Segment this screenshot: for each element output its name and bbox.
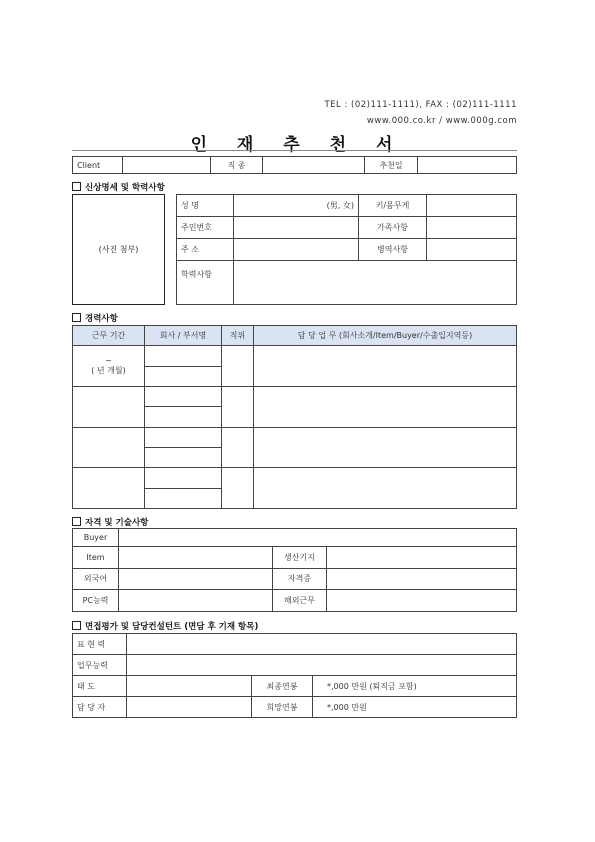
certificate-label: 자격증 bbox=[273, 568, 327, 590]
career-col-company: 회사 / 부서명 bbox=[145, 326, 222, 346]
resident-no-field[interactable] bbox=[234, 217, 359, 239]
document-title: 인 재 추 천 서 bbox=[190, 135, 405, 155]
education-label: 학력사항 bbox=[177, 261, 234, 305]
career-section-heading: 경력사항 bbox=[72, 312, 118, 324]
gender-field[interactable]: (男, 女) bbox=[234, 195, 359, 217]
buyer-field[interactable] bbox=[119, 529, 517, 547]
career-department-cell[interactable] bbox=[145, 366, 222, 386]
career-company-cell[interactable] bbox=[145, 427, 222, 447]
career-position-cell[interactable] bbox=[222, 386, 254, 427]
client-table bbox=[72, 156, 517, 174]
skills-section-heading: 자격 및 기술사항 bbox=[72, 516, 148, 528]
ability-field[interactable] bbox=[127, 655, 517, 676]
consultant-label: 담 당 자 bbox=[73, 697, 127, 718]
consultant-field[interactable] bbox=[127, 697, 252, 718]
career-duties-cell[interactable] bbox=[254, 386, 517, 427]
career-company-cell[interactable] bbox=[145, 386, 222, 406]
job-label: 직 종 bbox=[211, 157, 263, 174]
education-field[interactable] bbox=[234, 261, 517, 305]
career-position-cell[interactable] bbox=[222, 346, 254, 387]
item-field[interactable] bbox=[119, 547, 273, 569]
buyer-label: Buyer bbox=[73, 529, 119, 547]
career-col-duties: 담 당 업 무 (회사소개/Item/Buyer/수출입지역등) bbox=[254, 326, 517, 346]
career-department-cell[interactable] bbox=[145, 488, 222, 508]
desired-salary-label: 희망연봉 bbox=[252, 697, 313, 718]
expression-field[interactable] bbox=[127, 634, 517, 655]
final-salary-label: 최종연봉 bbox=[252, 676, 313, 697]
recommend-date-label: 추천일 bbox=[365, 157, 418, 174]
attitude-field[interactable] bbox=[127, 676, 252, 697]
production-label: 생산기지 bbox=[273, 547, 327, 569]
photo-label: (사진 첨부) bbox=[98, 245, 139, 254]
address-label: 주 소 bbox=[177, 239, 234, 261]
career-duties-cell[interactable] bbox=[254, 427, 517, 468]
family-field[interactable] bbox=[427, 217, 517, 239]
attitude-label: 태 도 bbox=[73, 676, 127, 697]
height-weight-field[interactable] bbox=[427, 195, 517, 217]
language-field[interactable] bbox=[119, 568, 273, 590]
production-field[interactable] bbox=[327, 547, 517, 569]
interview-table bbox=[72, 633, 517, 718]
career-duties-cell[interactable] bbox=[254, 346, 517, 387]
personal-table bbox=[176, 194, 517, 305]
career-company-cell[interactable] bbox=[145, 468, 222, 488]
overseas-label: 해외근무 bbox=[273, 590, 327, 612]
career-col-period: 근무 기간 bbox=[73, 326, 145, 346]
career-table bbox=[72, 325, 517, 509]
overseas-field[interactable] bbox=[327, 590, 517, 612]
height-weight-label: 키/몸무게 bbox=[359, 195, 427, 217]
pc-skills-field[interactable] bbox=[119, 590, 273, 612]
ability-label: 업무능력 bbox=[73, 655, 127, 676]
personal-section-heading: 신상명세 및 학력사항 bbox=[72, 181, 165, 193]
interview-section-heading: 면접평가 및 담당컨설턴트 (면담 후 기재 항목) bbox=[72, 620, 258, 632]
career-position-cell[interactable] bbox=[222, 427, 254, 468]
certificate-field[interactable] bbox=[327, 568, 517, 590]
checkbox-icon bbox=[72, 517, 81, 526]
career-period-cell[interactable] bbox=[73, 427, 145, 468]
final-salary-field[interactable]: *,000 만원 (퇴직금 포함) bbox=[313, 676, 517, 697]
checkbox-icon bbox=[72, 313, 81, 322]
checkbox-icon bbox=[72, 621, 81, 630]
address-field[interactable] bbox=[234, 239, 359, 261]
client-field[interactable] bbox=[123, 157, 211, 174]
skills-table bbox=[72, 528, 517, 612]
website-line: www.000.co.kr / www.000g.com bbox=[366, 116, 517, 126]
client-label: Client bbox=[73, 157, 123, 174]
military-field[interactable] bbox=[427, 239, 517, 261]
career-period-cell[interactable] bbox=[73, 468, 145, 509]
checkbox-icon bbox=[72, 182, 81, 191]
career-department-cell[interactable] bbox=[145, 447, 222, 467]
name-label: 성 명 bbox=[177, 195, 234, 217]
career-position-cell[interactable] bbox=[222, 468, 254, 509]
career-department-cell[interactable] bbox=[145, 407, 222, 427]
desired-salary-field[interactable]: *,000 만원 bbox=[313, 697, 517, 718]
career-company-cell[interactable] bbox=[145, 346, 222, 366]
career-period-cell[interactable]: ~ ( 년 개월) bbox=[73, 346, 145, 387]
photo-box bbox=[72, 194, 165, 305]
military-label: 병역사항 bbox=[359, 239, 427, 261]
career-duties-cell[interactable] bbox=[254, 468, 517, 509]
job-field[interactable] bbox=[263, 157, 365, 174]
recommend-date-field[interactable] bbox=[418, 157, 517, 174]
career-period-cell[interactable] bbox=[73, 386, 145, 427]
item-label: Item bbox=[73, 547, 119, 569]
resident-no-label: 주민번호 bbox=[177, 217, 234, 239]
expression-label: 표 현 력 bbox=[73, 634, 127, 655]
career-col-position: 직위 bbox=[222, 326, 254, 346]
contact-line: TEL : (02)111-1111), FAX : (02)111-1111 bbox=[324, 100, 517, 110]
title-divider bbox=[72, 150, 517, 151]
language-label: 외국어 bbox=[73, 568, 119, 590]
pc-skills-label: PC능력 bbox=[73, 590, 119, 612]
family-label: 가족사항 bbox=[359, 217, 427, 239]
